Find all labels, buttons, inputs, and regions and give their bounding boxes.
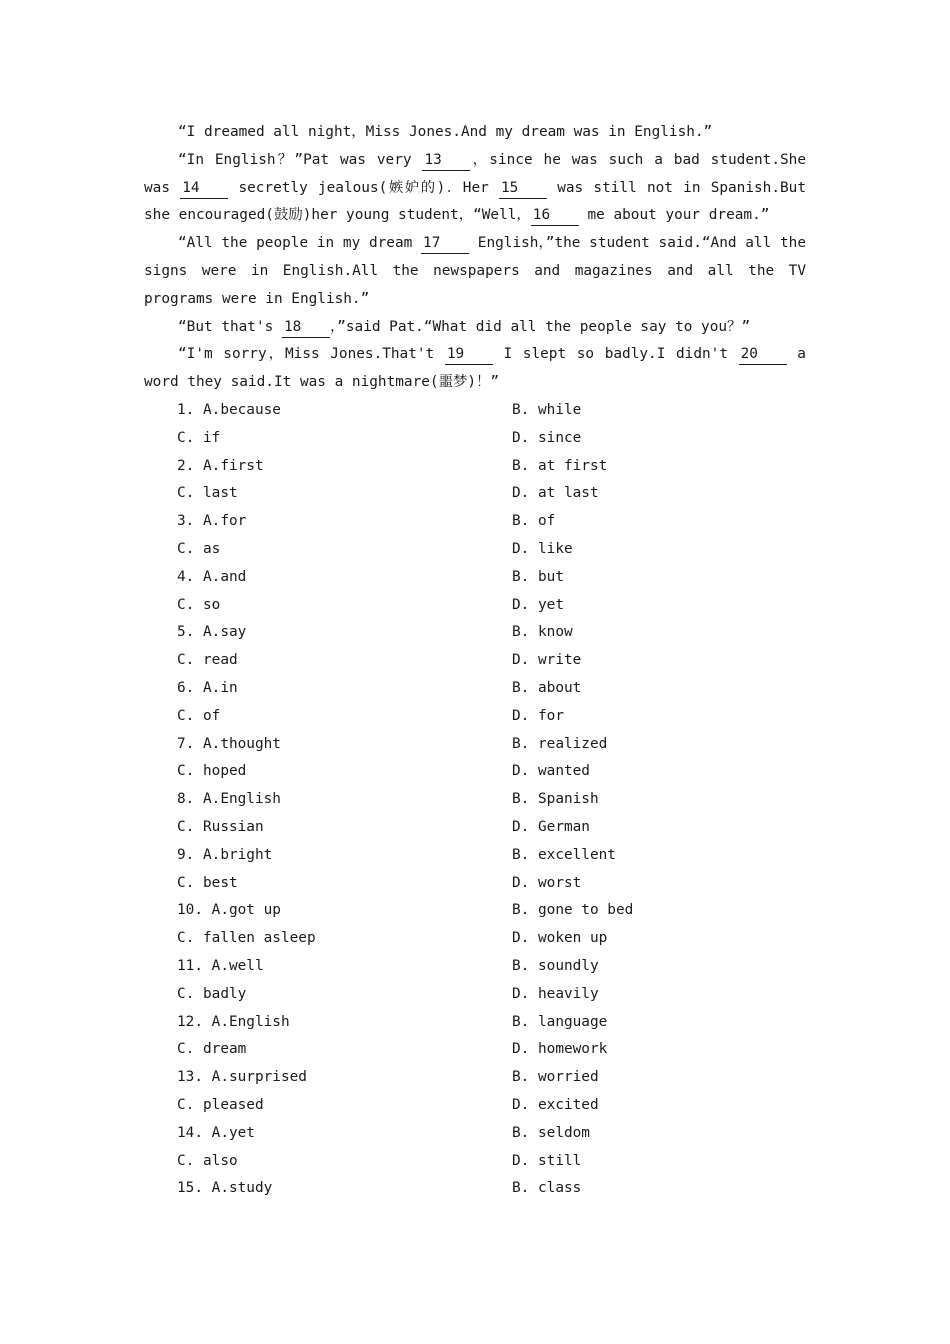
option-b: B. Spanish [512,791,599,808]
answer-options-list [177,397,817,1203]
option-d: D. German [512,818,590,835]
option-b: B. worried [512,1069,599,1086]
option-d: D. woken up [512,930,608,947]
option-c: C. last [177,485,238,502]
blank-20: 20 [739,344,787,365]
paragraph-text: “I dreamed all night，Miss Jones.And my dream was in English.” [178,124,713,140]
question-row-cd [177,870,817,898]
option-c: C. best [177,874,238,891]
option-b: B. about [512,679,582,696]
option-a: 14. A.yet [177,1124,255,1141]
option-c: C. hoped [177,763,247,780]
option-b: B. while [512,402,582,418]
option-d: D. since [512,429,582,446]
option-d: D. excited [512,1096,599,1113]
option-b: B. class [512,1180,582,1197]
option-b: B. at first [512,457,608,474]
question-row-cd [177,814,817,842]
option-c: C. badly [177,985,247,1002]
option-a: 9. A.bright [177,846,273,863]
option-b: B. seldom [512,1124,590,1141]
question-row-cd [177,981,817,1009]
blank-17: 17 [421,233,469,254]
paragraph-1 [144,119,806,147]
option-d: D. for [512,707,564,724]
question-row [177,619,817,647]
option-b: B. language [512,1013,608,1030]
option-c: C. as [177,540,221,557]
question-row-cd [177,1148,817,1176]
question-row-cd [177,480,817,508]
paragraph-text: I slept so badly.I didn't [503,346,728,363]
option-d: D. homework [512,1041,608,1058]
question-row-cd [177,703,817,731]
option-c: C. of [177,707,221,724]
paragraph-text: “I'm sorry，Miss Jones.That't [178,346,435,363]
paragraph-text: “In English？”Pat was very [178,151,412,168]
option-c: C. read [177,652,238,669]
option-c: C. pleased [177,1096,264,1113]
question-row-cd [177,592,817,620]
reading-passage [144,119,806,397]
option-b: B. excellent [512,846,616,863]
option-a: 8. A.English [177,791,281,808]
question-row-cd [177,425,817,453]
question-row-cd [177,758,817,786]
option-c: C. also [177,1152,238,1169]
question-row [177,1064,817,1092]
option-a: 4. A.and [177,568,247,585]
option-a: 10. A.got up [177,902,281,919]
paragraph-text: secretly jealous(嫉妒的)．Her [238,179,489,196]
option-b: B. but [512,568,564,585]
question-row [177,1120,817,1148]
question-row-cd [177,1036,817,1064]
blank-14: 14 [180,178,228,199]
question-row [177,508,817,536]
option-a: 3. A.for [177,513,247,530]
blank-19: 19 [445,344,493,365]
option-b: B. realized [512,735,608,752]
question-row [177,731,817,759]
option-a: 5. A.say [177,624,247,641]
option-d: D. still [512,1152,582,1169]
paragraph-2 [144,147,806,230]
question-row [177,786,817,814]
option-d: D. write [512,652,582,669]
paragraph-3 [144,230,806,313]
option-a: 12. A.English [177,1013,290,1030]
option-a: 1. A.because [177,402,281,418]
blank-13: 13 [422,150,470,171]
question-row-cd [177,647,817,675]
paragraph-text: a word they said.It was a nightmare(噩梦)！” [144,346,806,391]
paragraph-4 [144,314,806,342]
paragraph-text: ，”said Pat.“What did all the people say to you？” [329,318,751,335]
option-c: C. fallen asleep [177,930,316,947]
option-a: 11. A.well [177,957,264,974]
question-row-cd [177,925,817,953]
paragraph-text: “All the people in my dream [178,235,413,252]
option-a: 7. A.thought [177,735,281,752]
question-row [177,897,817,925]
blank-18: 18 [282,317,330,338]
option-a: 15. A.study [177,1180,273,1197]
blank-16: 16 [531,205,579,226]
option-b: B. of [512,513,556,530]
option-a: 2. A.first [177,457,264,474]
option-d: D. worst [512,874,582,891]
option-b: B. soundly [512,957,599,974]
option-d: D. at last [512,485,599,502]
option-d: D. wanted [512,763,590,780]
option-c: C. so [177,596,221,613]
option-a: 6. A.in [177,679,238,696]
question-row [177,397,817,425]
paragraph-text: was still not in Spanish.But she encouraged(鼓励)her young student，“Well， [144,179,806,224]
question-row [177,1009,817,1037]
option-b: B. gone to bed [512,902,634,919]
option-d: D. like [512,540,573,557]
option-c: C. dream [177,1041,247,1058]
question-row [177,675,817,703]
option-c: C. if [177,429,221,446]
paragraph-text: “But that's [178,318,274,335]
option-a: 13. A.surprised [177,1069,307,1086]
paragraph-5 [144,341,806,397]
option-d: D. heavily [512,985,599,1002]
option-d: D. yet [512,596,564,613]
question-row [177,842,817,870]
question-row-cd [177,536,817,564]
paragraph-text: ，since he was such a bad student.She was [144,151,806,196]
question-row [177,453,817,481]
blank-15: 15 [499,178,547,199]
question-row-cd [177,1092,817,1120]
option-b: B. know [512,624,573,641]
question-row [177,953,817,981]
option-c: C. Russian [177,818,264,835]
question-row [177,564,817,592]
question-row [177,1175,817,1203]
paragraph-text: me about your dream.” [587,207,770,224]
paragraph-text: English，”the student said.“And all the signs were in English.All the newspapers and magazines and all the TV programs were in English.” [144,235,806,307]
